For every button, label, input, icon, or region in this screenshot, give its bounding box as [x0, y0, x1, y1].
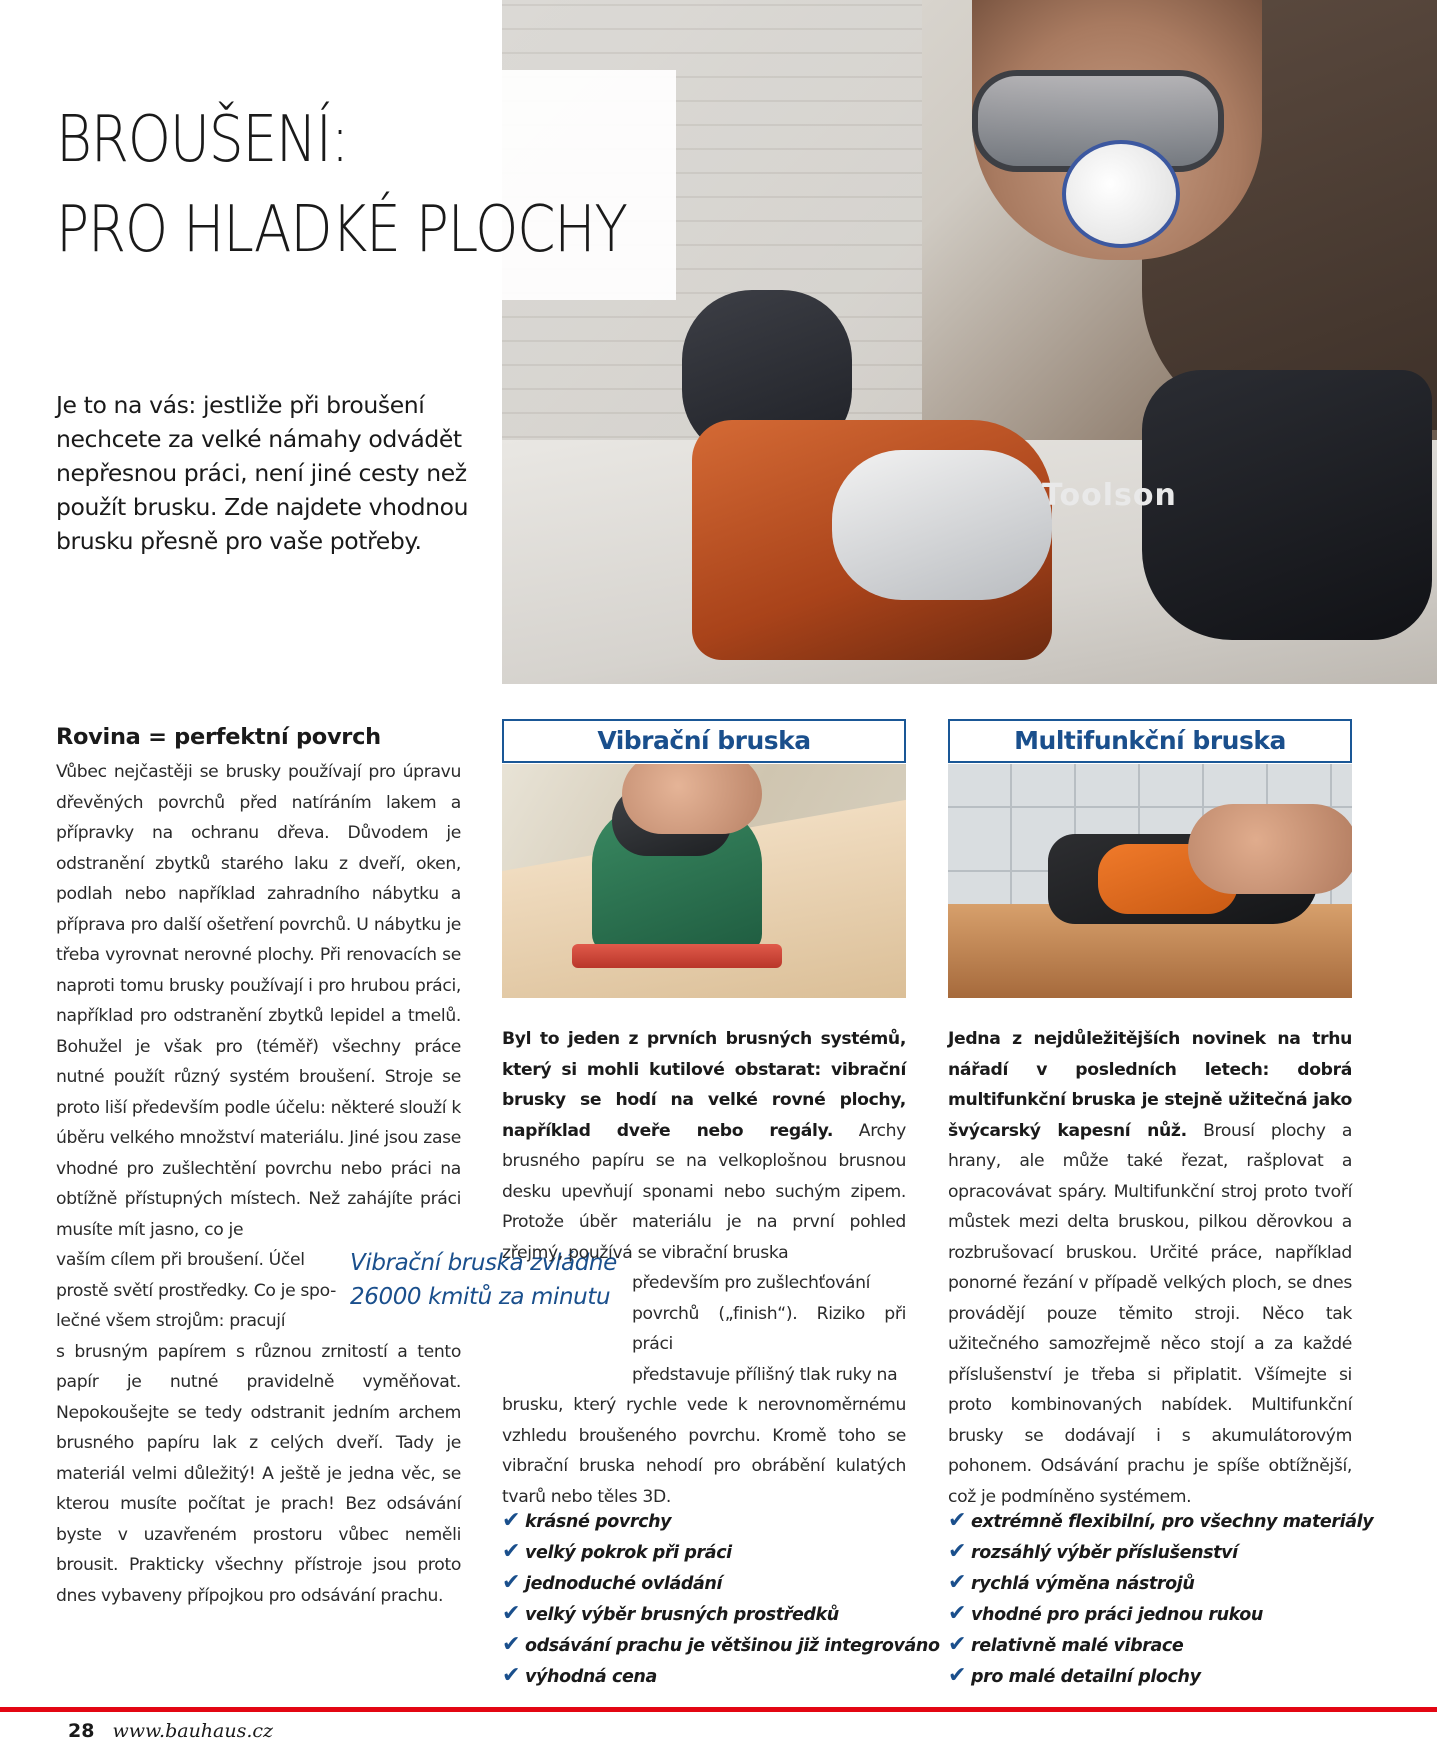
page-title-line-1: BROUŠENÍ:	[56, 103, 348, 177]
middle-column-text	[502, 1024, 906, 1512]
check-icon: ✔	[502, 1508, 521, 1533]
list-item: ✔ odsávání prachu je většinou již integrováno	[502, 1630, 940, 1661]
list-item: ✔ výhodná cena	[502, 1661, 940, 1692]
check-icon: ✔	[948, 1539, 967, 1564]
check-icon: ✔	[502, 1601, 521, 1626]
right-column-text	[948, 1024, 1352, 1512]
page-title	[56, 95, 720, 275]
right-text: Brousí plochy a hrany, ale může také řezat, rašplovat a opracovávat spáry. Multifunkční stroj proto tvoří můstek mezi delta bruskou, pilkou děrovkou a rozbrušovací bruskou. Určité práce, například ponorné řezání v případě velkých ploch, se dnes provádějí pouze těmito stroji. Něco tak užitečného samozřejmě něco stojí a za každé příslušenství je třeba si připlatit. Všímejte si proto kombinovaných nabídek. Multifunkční brusky se dodávají i s akumulátorovým pohonem. Odsávání prachu je spíše obtížnější, což je podmíněno systémem.	[948, 1120, 1352, 1507]
left-paragraph-top: Vůbec nejčastěji se brusky používají pro úpravu dřevěných povrchů před natíráním lakem a přípravky na ochranu dřeva. Důvodem je odstranění zbytků starého laku z dveří, oken, podlah nebo například zahradního nábytku a příprava pro další ošetření povrchů. U nábytku je třeba vyrovnat nerovné plochy. Při renovacích se naproti tomu brusky používají i pro hrubou práci, například pro odstranění zbytků lepidel a tmelů. Bohužel je však pro (téměř) všechny práce nutné použít různý systém broušení. Stroje se proto liší především podle účelu: některé slouží k úběru velkého množství materiálu. Jiné jsou zase vhodné pro zušlechtění povrchu nebo práci na obtížně přístupných místech. Než zahájíte práci musíte mít jasno, co je	[56, 762, 461, 1240]
check-icon: ✔	[502, 1632, 521, 1657]
footer-divider	[0, 1707, 1437, 1712]
list-item: ✔ rychlá výměna nástrojů	[948, 1568, 1373, 1599]
list-item: ✔ vhodné pro práci jednou rukou	[948, 1599, 1373, 1630]
right-lead: Jedna z nejdůležitějších novinek na trhu nářadí v posledních letech: dobrá multifunkční bruska je stejně užitečná jako švýcarský kapesní nůž.	[948, 1029, 1352, 1141]
check-icon: ✔	[948, 1663, 967, 1688]
multifunction-benefits-list	[948, 1506, 1373, 1692]
left-paragraph-bottom: s brusným papírem s různou zrnitostí a tento papír je nutné pravidelně vyměňovat. Nepokoušejte se tedy odstranit jedním archem brusného papíru lak z celých dveří. Tady je materiál velmi důležitý! A ještě je jedna věc, se kterou musíte počítat je prach! Bez odsávání byste v uzavřeném prostoru vůbec neměli brousit. Prakticky všechny přístroje jsou proto dnes vybaveny přípojkou pro odsávání prachu.	[56, 1341, 461, 1606]
list-item: ✔ krásné povrchy	[502, 1506, 940, 1537]
middle-text-a: Archy brusného papíru se na velkoplošnou brusnou desku upevňují sponami nebo suchým zipem. Protože úběr materiálu je na první pohled zřejmý, používá se vibrační bruska	[502, 1120, 906, 1263]
multifunction-sander-heading: Multifunkční bruska	[948, 719, 1352, 763]
check-icon: ✔	[502, 1570, 521, 1595]
left-line-c: lečné všem strojům: pracují	[56, 1311, 286, 1331]
middle-line-1: především pro zušlechťování	[632, 1273, 871, 1293]
middle-line-2: povrchů („finish“). Riziko při práci	[632, 1303, 906, 1354]
page-number: 28	[68, 1720, 95, 1742]
intro-text: Je to na vás: jestliže při broušení nechcete za velké námahy odvádět nepřesnou práci, není jiné cesty než použít brusku. Zde najdete vhodnou brusku přesně pro vaše potřeby.	[56, 391, 469, 555]
list-item: ✔ relativně malé vibrace	[948, 1630, 1373, 1661]
hero-brand-text: Toolson	[1042, 478, 1177, 513]
footer-url[interactable]: www.bauhaus.cz	[112, 1720, 274, 1742]
middle-lead: Byl to jeden z prvních brusných systémů, který si mohli kutilové obstarat: vibrační brusky se hodí na velké rovné plochy, například dveře nebo regály.	[502, 1029, 906, 1141]
page-footer	[68, 1720, 273, 1742]
vibration-sander-photo	[502, 764, 906, 998]
list-item: ✔ velký výběr brusných prostředků	[502, 1599, 940, 1630]
list-item: ✔ extrémně flexibilní, pro všechny materiály	[948, 1506, 1373, 1537]
check-icon: ✔	[948, 1601, 967, 1626]
check-icon: ✔	[948, 1632, 967, 1657]
middle-text-b: brusku, který rychle vede k nerovnoměrnému vzhledu broušeného povrchu. Kromě toho se vibrační bruska nehodí pro obrábění kulatých tvarů nebo těles 3D.	[502, 1395, 906, 1507]
check-icon: ✔	[948, 1508, 967, 1533]
pull-quote-line-1: Vibrační bruska zvládne	[350, 1250, 617, 1276]
page-title-line-2: PRO HLADKÉ PLOCHY	[56, 193, 627, 267]
list-item: ✔ rozsáhlý výběr příslušenství	[948, 1537, 1373, 1568]
list-item: ✔ velký pokrok při práci	[502, 1537, 940, 1568]
pull-quote-line-2: 26000 kmitů za minutu	[350, 1284, 611, 1310]
multifunction-sander-photo	[948, 764, 1352, 998]
check-icon: ✔	[948, 1570, 967, 1595]
left-column-text	[56, 757, 461, 1611]
vibration-sander-heading: Vibrační bruska	[502, 719, 906, 763]
left-line-a: vaším cílem při broušení. Účel	[56, 1250, 305, 1270]
check-icon: ✔	[502, 1539, 521, 1564]
left-line-b: prostě světí prostředky. Co je spo-	[56, 1280, 336, 1301]
list-item: ✔ pro malé detailní plochy	[948, 1661, 1373, 1692]
check-icon: ✔	[502, 1663, 521, 1688]
list-item: ✔ jednoduché ovládání	[502, 1568, 940, 1599]
left-section-heading: Rovina = perfektní povrch	[56, 724, 381, 750]
middle-line-3: představuje přílišný tlak ruky na	[632, 1364, 898, 1385]
vibration-benefits-list	[502, 1506, 940, 1692]
